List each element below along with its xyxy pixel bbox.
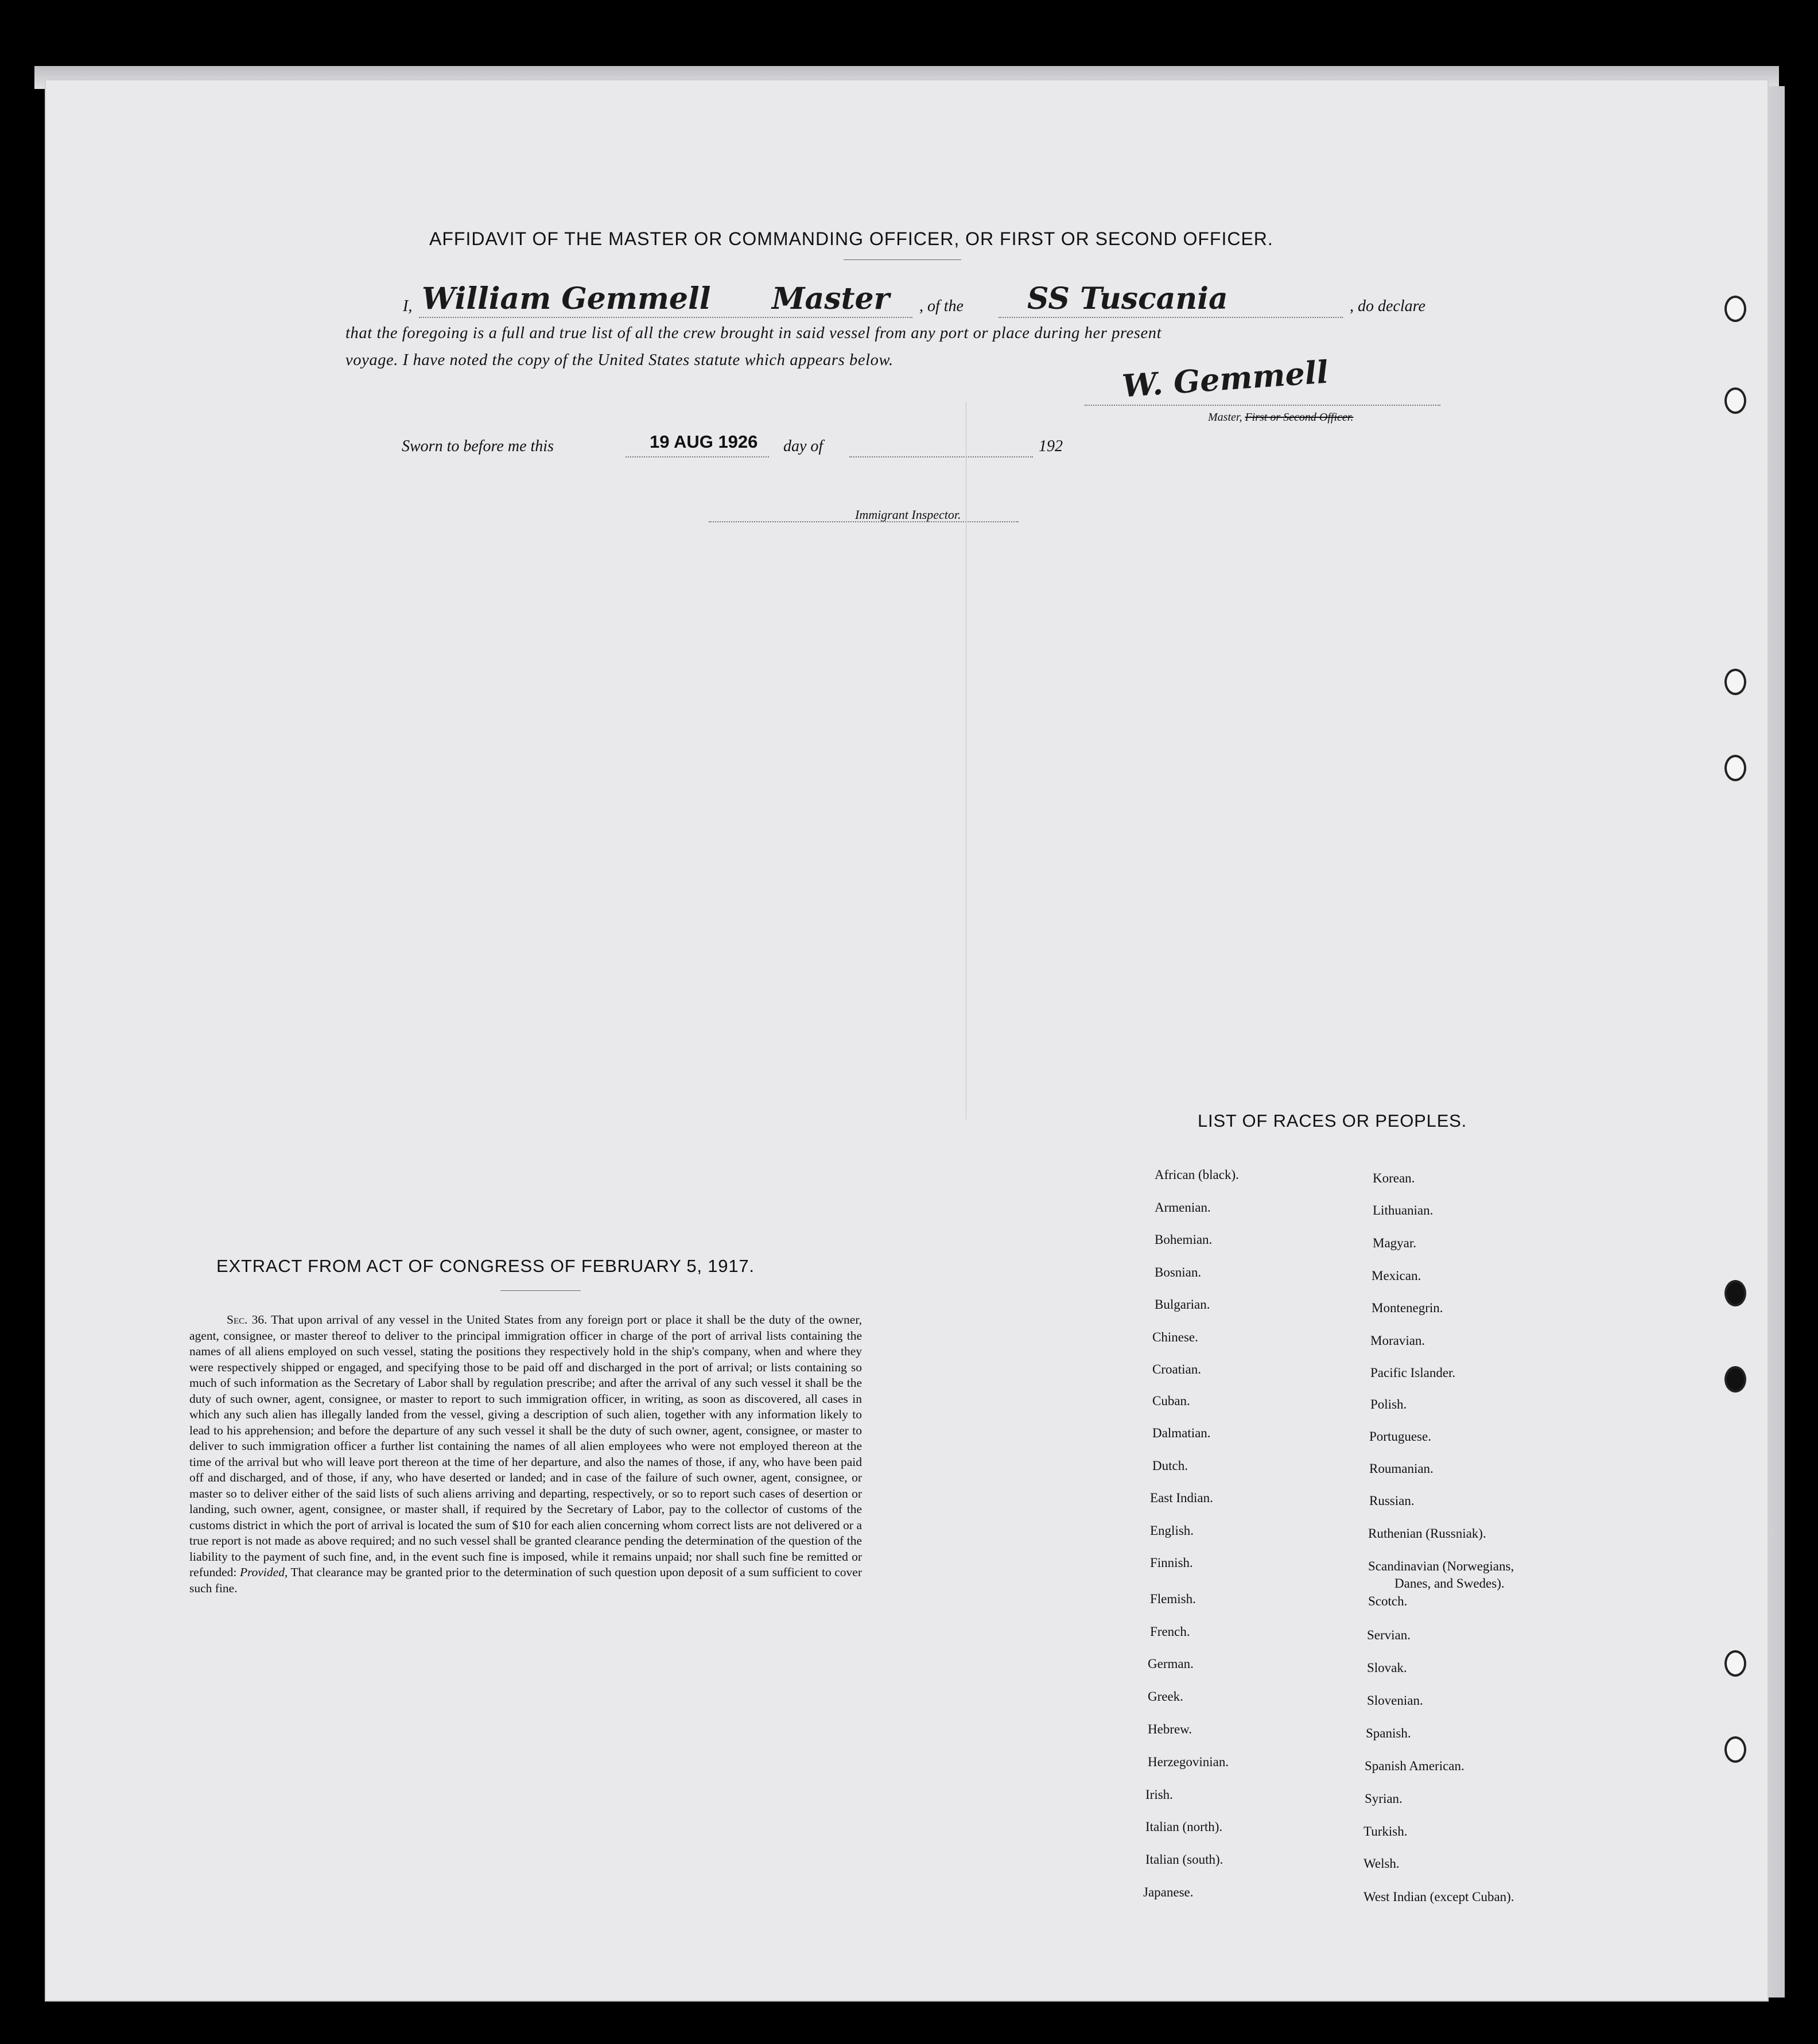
- race-right: Scandinavian (Norwegians,: [1368, 1559, 1514, 1573]
- race-right: Moravian.: [1370, 1333, 1425, 1348]
- race-left: Croatian.: [1152, 1362, 1201, 1376]
- race-left: Italian (south).: [1145, 1852, 1223, 1867]
- statute-provided: Provided,: [239, 1565, 288, 1579]
- heading-rule: [844, 259, 961, 260]
- binder-hole-icon: [1724, 1366, 1746, 1393]
- officer-caption-struck: First or Second Officer.: [1245, 411, 1354, 424]
- sworn-year: 192: [1039, 437, 1063, 455]
- binder-hole-icon: [1724, 1736, 1746, 1763]
- statute-body-2: That clearance may be granted prior to the determination of such question upon deposit of a sum sufficient to cover such fine.: [189, 1565, 862, 1595]
- affidavit-of-the: , of the: [919, 297, 964, 315]
- affidavit-do-declare: , do declare: [1350, 297, 1425, 315]
- binder-hole-icon: [1724, 296, 1746, 322]
- race-left: Irish.: [1145, 1787, 1173, 1802]
- sworn-prefix: Sworn to before me this: [402, 437, 554, 455]
- race-left: Dalmatian.: [1152, 1426, 1211, 1440]
- race-right: Spanish.: [1366, 1726, 1411, 1740]
- race-left: African (black).: [1155, 1168, 1239, 1182]
- race-right: Lithuanian.: [1373, 1203, 1434, 1217]
- race-right: Russian.: [1369, 1494, 1415, 1508]
- race-right: Pacific Islander.: [1370, 1366, 1456, 1380]
- race-right: Danes, and Swedes).: [1394, 1576, 1505, 1591]
- race-left: Armenian.: [1155, 1200, 1211, 1215]
- master-name-handwritten: William Gemmell: [422, 281, 711, 316]
- race-left: Japanese.: [1143, 1885, 1194, 1899]
- extract-rule: [500, 1290, 581, 1291]
- vessel-line: [999, 317, 1343, 318]
- race-left: Bulgarian.: [1155, 1297, 1210, 1312]
- race-right: Welsh.: [1364, 1856, 1400, 1871]
- day-line: [626, 456, 769, 457]
- date-stamp: 19 AUG 1926: [650, 432, 758, 452]
- officer-caption: [1208, 411, 1353, 424]
- race-left: German.: [1148, 1657, 1194, 1671]
- extract-statute-text: [189, 1312, 862, 1596]
- race-right: Korean.: [1373, 1171, 1415, 1185]
- race-right: Montenegrin.: [1372, 1301, 1443, 1315]
- binder-hole-icon: [1724, 387, 1746, 414]
- race-right: Slovak.: [1367, 1661, 1407, 1675]
- races-heading: LIST OF RACES OR PEOPLES.: [1198, 1111, 1467, 1131]
- race-right: Mexican.: [1372, 1269, 1421, 1283]
- race-right: Turkish.: [1364, 1824, 1408, 1839]
- rank-handwritten: Master: [772, 281, 890, 316]
- affidavit-heading: AFFIDAVIT OF THE MASTER OR COMMANDING OFFICER, OR FIRST OR SECOND OFFICER.: [429, 228, 1273, 249]
- race-right: Roumanian.: [1369, 1461, 1434, 1476]
- race-right: West Indian (except Cuban).: [1364, 1890, 1514, 1904]
- race-left: Finnish.: [1150, 1556, 1193, 1570]
- race-right: Slovenian.: [1367, 1693, 1423, 1708]
- affidavit-i-prefix: I,: [403, 297, 413, 315]
- binder-hole-icon: [1724, 1280, 1746, 1306]
- affidavit-line-3: voyage. I have noted the copy of the United States statute which appears below.: [345, 351, 894, 369]
- binder-hole-icon: [1724, 1650, 1746, 1677]
- race-left: Greek.: [1148, 1689, 1183, 1704]
- statute-body-1: That upon arrival of any vessel in the United States from any foreign port or place it shall be the duty of the owner, agent, consignee, or master thereof to deliver to the principal immigration officer in charge of the port of arrival lists containing the names of all aliens employed on such vessel, stating the positions they respectively hold in the ship's company, when and where they were respectively shipped or engaged, and specifying those to be paid off and discharged in the port of arrival; or lists containing so much of such information as the Secretary of Labor shall by regulation prescribe; and after the arrival of any such vessel it shall be the duty of such owner, agent, consignee, or master to report to such immigration officer, in writing, as soon as discovered, all cases in which any such alien has illegally landed from the vessel, giving a description of such alien, together with any information likely to lead to his apprehension; and before the departure of any such vessel it shall be the duty of such owner, agent, consignee, or master to deliver to such immigration officer a further list containing the names of all alien employees who were not employed thereon at the time of the arrival but who will leave port thereon at the time of her departure, and also the names of those, if any, who have been paid off and discharged, and of those, if any, who have deserted or landed; and in case of the failure of such owner, agent, consignee, or master so to deliver either of the said lists of such aliens arriving and departing, respectively, or so to report such cases of desertion or landing, such owner, agent, consignee, or master shall, if required by the Secretary of Labor, pay to the collector of customs of the customs district in which the port of arrival is located the sum of $10 for each alien concerning whom correct lists are not delivered or a true report is not made as above required; and no such vessel shall be granted clearance pending the determination of the question of the liability to the payment of such fine, and, in the event such fine is imposed, while it remains unpaid; nor shall such fine be remitted or refunded:: [189, 1313, 863, 1579]
- race-right: Servian.: [1367, 1628, 1411, 1642]
- race-left: Chinese.: [1152, 1330, 1198, 1344]
- document-page: [46, 80, 1768, 2000]
- race-left: Cuban.: [1152, 1394, 1190, 1408]
- extract-heading: EXTRACT FROM ACT OF CONGRESS OF FEBRUARY 5, 1917.: [216, 1256, 755, 1276]
- binder-hole-icon: [1724, 669, 1746, 695]
- race-right: Magyar.: [1373, 1236, 1417, 1250]
- race-right: Spanish American.: [1365, 1759, 1464, 1773]
- race-right: Syrian.: [1365, 1791, 1403, 1806]
- race-left: Bosnian.: [1155, 1265, 1202, 1279]
- vessel-name-handwritten: SS Tuscania: [1027, 281, 1228, 316]
- race-right: Ruthenian (Russniak).: [1368, 1526, 1486, 1541]
- officer-caption-master: Master,: [1208, 411, 1245, 424]
- race-right: Polish.: [1370, 1397, 1407, 1411]
- month-line: [849, 456, 1033, 457]
- race-left: Italian (north).: [1145, 1820, 1223, 1834]
- race-left: English.: [1150, 1523, 1194, 1538]
- race-left: French.: [1150, 1624, 1190, 1639]
- race-right: Scotch.: [1368, 1594, 1408, 1608]
- inspector-label: Immigrant Inspector.: [855, 507, 961, 522]
- race-right: Portuguese.: [1369, 1429, 1431, 1444]
- race-left: East Indian.: [1150, 1491, 1213, 1505]
- signature-line: [1085, 405, 1440, 406]
- race-left: Dutch.: [1152, 1459, 1188, 1473]
- affidavit-line-2: that the foregoing is a full and true list of all the crew brought in said vessel from any port or place during her present: [345, 324, 1162, 342]
- race-left: Bohemian.: [1155, 1232, 1213, 1247]
- binder-hole-icon: [1724, 755, 1746, 781]
- sworn-day-of: day of: [783, 437, 823, 455]
- section-label: Sec. 36.: [227, 1313, 267, 1327]
- race-left: Hebrew.: [1148, 1722, 1192, 1736]
- name-line: [419, 317, 912, 318]
- race-left: Herzegovinian.: [1148, 1755, 1229, 1769]
- race-left: Flemish.: [1150, 1592, 1196, 1606]
- officer-signature: W. Gemmell: [1121, 353, 1330, 405]
